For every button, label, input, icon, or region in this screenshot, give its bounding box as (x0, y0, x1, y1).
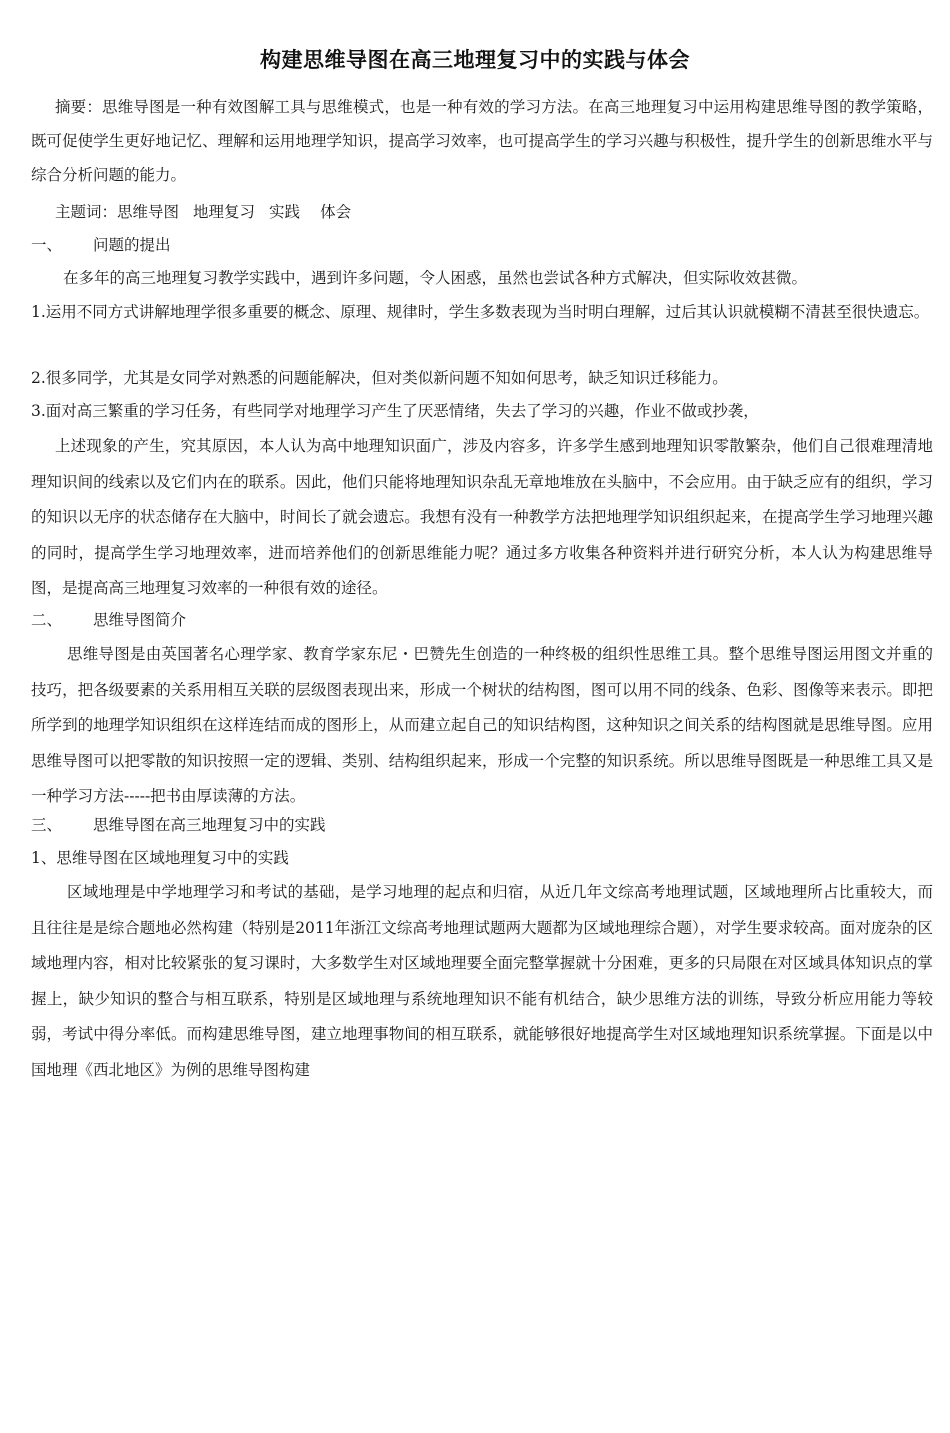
keyword-1: 思维导图 (117, 203, 180, 221)
section1-title: 问题的提出 (93, 236, 171, 254)
section3-title: 思维导图在高三地理复习中的实践 (93, 816, 326, 834)
keyword-2: 地理复习 (193, 203, 256, 221)
section3-number: 三、 (31, 816, 63, 834)
abstract-paragraph: 摘要：思维导图是一种有效图解工具与思维模式，也是一种有效的学习方法。在高三地理复习中运用构建思维导图的教学策略，既可促使学生更好地记忆、理解和运用地理学知识，提高学习效率，也可提高学生的学习兴趣与积极性，提升学生的创新思维水平与综合分析问题的能力。 (31, 98, 933, 184)
section1-intro: 在多年的高三地理复习教学实践中，遇到许多问题，令人困惑，虽然也尝试各种方式解决，但实际收效甚微。 (63, 269, 808, 287)
section2-number: 二、 (31, 611, 63, 629)
section1-item-3: 3.面对高三繁重的学习任务，有些同学对地理学习产生了厌恶情绪，失去了学习的兴趣，作业不做或抄袭， (31, 402, 759, 420)
section1-item-1: 1.运用不同方式讲解地理学很多重要的概念、原理、规律时，学生多数表现为当时明白理解，过后其认识就模糊不清甚至很快遗忘。 (31, 303, 930, 321)
section1-analysis: 上述现象的产生，究其原因，本人认为高中地理知识面广，涉及内容多，许多学生感到地理知识零散繁杂，他们自己很难理清地理知识间的线索以及它们内在的联系。因此，他们只能将地理知识杂乱无章地堆放在头脑中，不会应用。由于缺乏应有的组织，学习的知识以无序的状态储存在大脑中，时间长了就会遗忘。我想有没有一种教学方法把地理学知识组织起来，在提高学生学习地理兴趣的同时，提高学生学习地理效率，进而培养他们的创新思维能力呢？通过多方收集各种资料并进行研究分析，本人认为构建思维导图，是提高高三地理复习效率的一种很有效的途径。 (31, 437, 933, 597)
keyword-4: 体会 (320, 203, 352, 221)
keywords-label: 主题词： (55, 203, 118, 221)
section2-title: 思维导图简介 (93, 611, 187, 629)
section3-heading (31, 810, 936, 840)
section3-body: 区域地理是中学地理学习和考试的基础，是学习地理的起点和归宿，从近几年文综高考地理试题，区域地理所占比重较大，而且往往是是综合题地必然构建（特别是2011年浙江文综高考地理试题两大题都为区域地理综合题），对学生要求较高。面对庞杂的区域地理内容，相对比较紧张的复习课时，大多数学生对区域地理要全面完整掌握就十分困难，更多的只局限在对区域具体知识点的掌握上，缺少知识的整合与相互联系，特别是区域地理与系统地理知识不能有机结合，缺少思维方法的训练，导致分析应用能力等较弱，考试中得分率低。而构建思维导图，建立地理事物间的相互联系，就能够很好地提高学生对区域地理知识系统掌握。下面是以中国地理《西北地区》为例的思维导图构建 (31, 883, 933, 1079)
section2-body: 思维导图是由英国著名心理学家、教育学家东尼・巴赞先生创造的一种终极的组织性思维工具。整个思维导图运用图文并重的技巧，把各级要素的关系用相互关联的层级图表现出来，形成一个树状的结构图，图可以用不同的线条、色彩、图像等来表示。即把所学到的地理学知识组织在这样连结而成的图形上，从而建立起自己的知识结构图，这种知识之间关系的结构图就是思维导图。应用思维导图可以把零散的知识按照一定的逻辑、类别、结构组织起来，形成一个完整的知识系统。所以思维导图既是一种思维工具又是一种学习方法-----把书由厚读薄的方法。 (31, 645, 933, 805)
section1-number: 一、 (31, 236, 63, 254)
keyword-3: 实践 (269, 203, 301, 221)
section1-item-2: 2.很多同学，尤其是女同学对熟悉的问题能解决，但对类似新问题不知如何思考，缺乏知识迁移能力。 (31, 369, 728, 387)
section3-subheading-1: 1、思维导图在区域地理复习中的实践 (31, 849, 289, 867)
section2-heading (31, 605, 936, 635)
keywords-line (55, 197, 950, 227)
document-title: 构建思维导图在高三地理复习中的实践与体会 (260, 48, 690, 72)
section1-heading (31, 230, 936, 260)
